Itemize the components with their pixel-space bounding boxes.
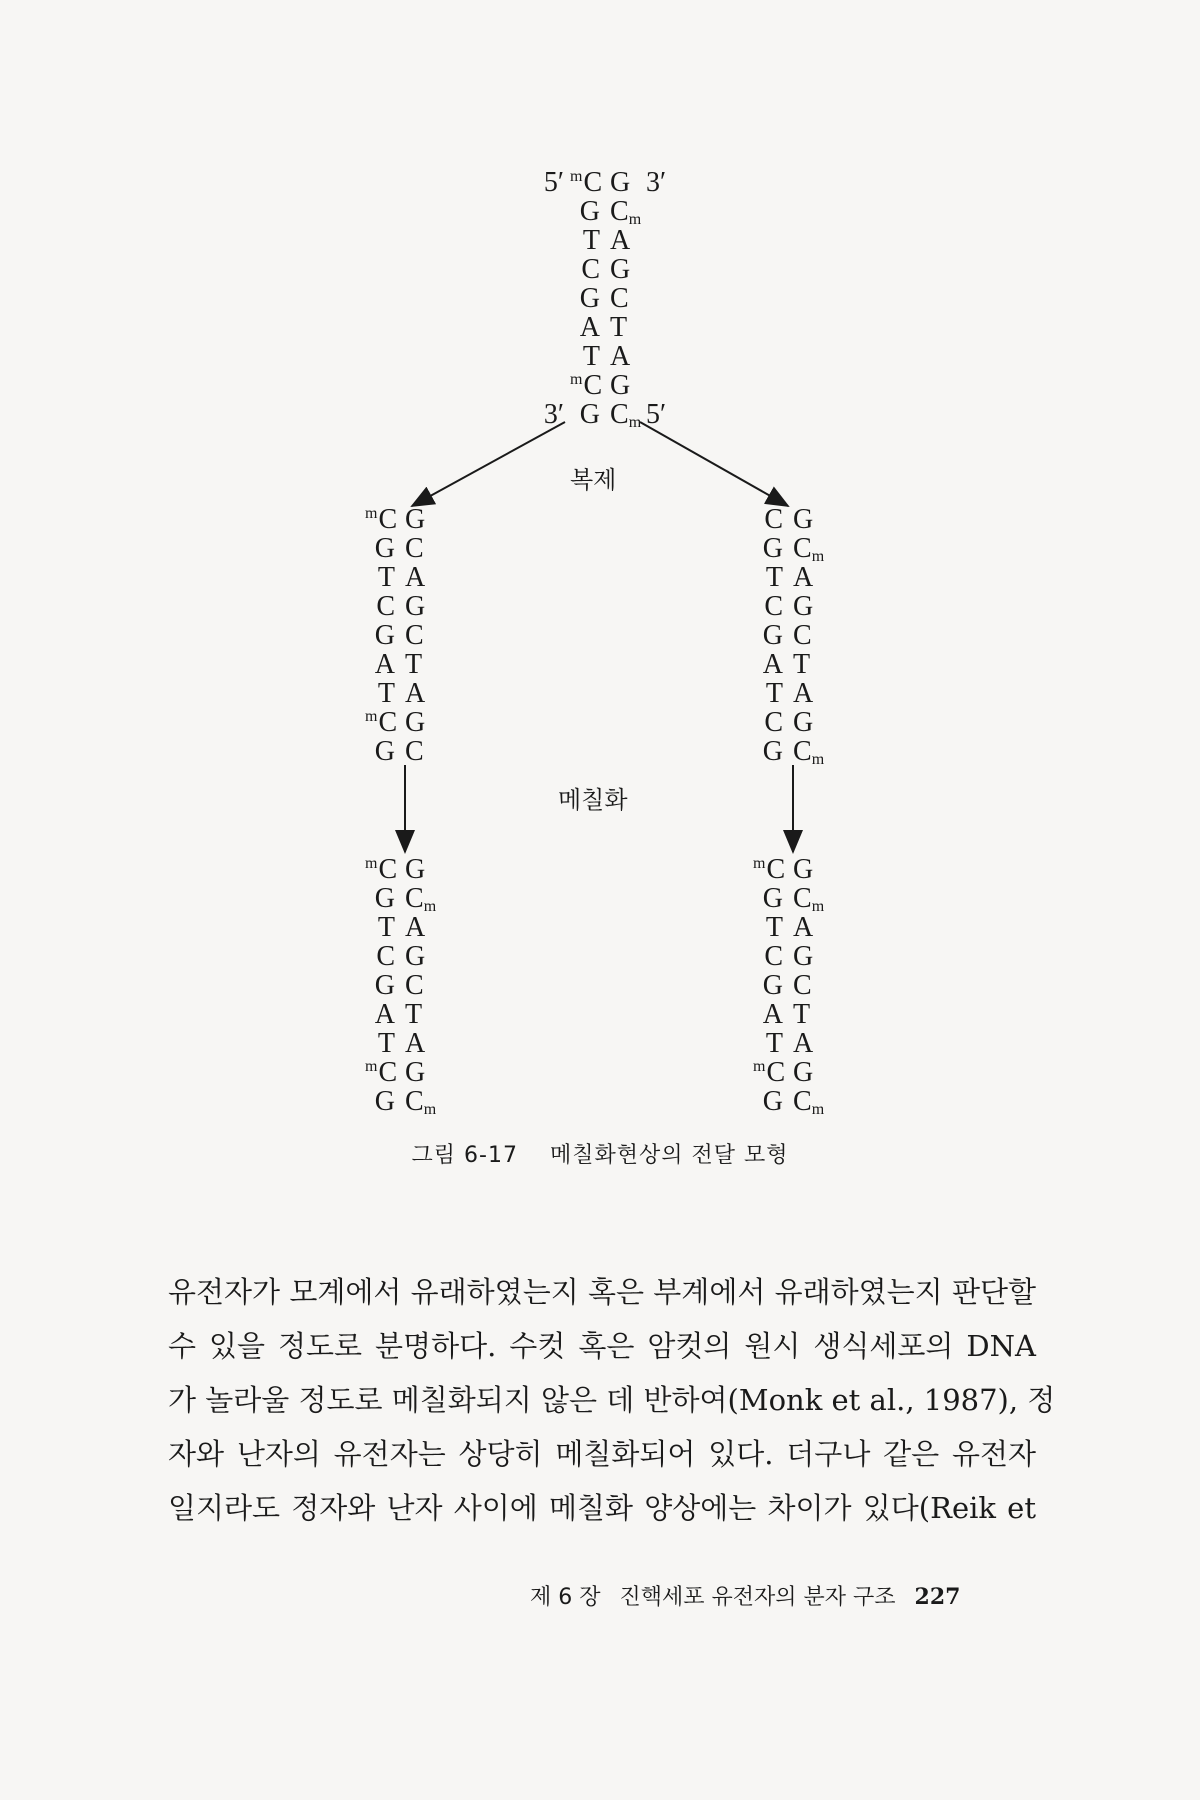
base-left: C [376, 591, 395, 622]
base-pair [570, 284, 640, 313]
base-pair [570, 371, 640, 400]
base-pair [570, 255, 640, 284]
base-left: $^m$C [365, 854, 398, 885]
base-left: C [764, 941, 783, 972]
figure-caption [0, 1138, 1200, 1169]
base-pair [365, 650, 435, 679]
base-left: $^m$C [365, 707, 398, 738]
base-right: Cm [610, 196, 642, 228]
figure-title: 메칠화현상의 전달 모형 [549, 1143, 789, 1168]
chapter-label: 제 6 장 [530, 1585, 601, 1610]
base-right: G [405, 854, 426, 885]
methyl-mark: m [811, 898, 825, 915]
base-right: Cm [405, 883, 437, 915]
base-right: T [793, 649, 811, 680]
base-left: T [582, 341, 600, 372]
base-left: G [579, 399, 600, 430]
base-pair [365, 1000, 435, 1029]
base-left: T [582, 225, 600, 256]
base-pair [753, 650, 823, 679]
base-right: Cm [793, 1086, 825, 1118]
base-right: C [610, 283, 629, 314]
base-right: A [793, 562, 814, 593]
base-left: G [374, 883, 395, 914]
base-left: A [762, 649, 783, 680]
base-left: T [377, 1028, 395, 1059]
base-right: G [405, 941, 426, 972]
base-right: Cm [793, 736, 825, 768]
base-left: T [377, 912, 395, 943]
base-right: G [405, 591, 426, 622]
page-footer [530, 1580, 972, 1611]
daughter-duplex-left [365, 505, 435, 766]
base-left: G [374, 1086, 395, 1117]
base-right: A [610, 341, 631, 372]
base-pair [365, 679, 435, 708]
base-left: A [374, 999, 395, 1030]
base-left: T [377, 562, 395, 593]
chapter-title: 진핵세포 유전자의 분자 구조 [619, 1585, 896, 1610]
base-pair [753, 884, 823, 913]
strand-end-label: 3′ [646, 167, 667, 198]
strand-end-label: 5′ [543, 167, 564, 198]
base-pair [365, 737, 435, 766]
daughter-duplex-right [753, 505, 823, 766]
base-left: G [374, 970, 395, 1001]
base-pair [570, 197, 640, 226]
base-left: T [377, 678, 395, 709]
base-right: G [405, 707, 426, 738]
base-right: G [793, 591, 814, 622]
base-right: G [793, 707, 814, 738]
methyl-mark: m [365, 504, 378, 522]
replication-label: 복제 [570, 466, 617, 494]
methyl-mark: m [365, 707, 378, 725]
base-right: G [793, 1057, 814, 1088]
base-left: $^m$C [753, 854, 786, 885]
base-pair [365, 592, 435, 621]
base-left: C [581, 254, 600, 285]
methyl-mark: m [423, 1101, 437, 1118]
base-right: A [405, 912, 426, 943]
paragraph-line: 자와 난자의 유전자는 상당히 메칠화되어 있다. 더구나 같은 유전자 [168, 1437, 1036, 1471]
parent-duplex [543, 167, 667, 431]
methylated-duplex-right [753, 855, 823, 1116]
base-right: C [405, 620, 424, 651]
body-paragraph [168, 1265, 1056, 1535]
base-right: A [405, 1028, 426, 1059]
base-pair [365, 884, 435, 913]
base-left: T [765, 562, 783, 593]
base-pair [365, 534, 435, 563]
strand-end-label: 5′ [646, 399, 667, 430]
base-right: C [793, 970, 812, 1001]
methyl-mark: m [753, 854, 766, 872]
base-pair [365, 942, 435, 971]
methyl-mark: m [365, 1057, 378, 1075]
base-left: $^m$C [365, 504, 398, 535]
methyl-mark: m [570, 370, 583, 388]
base-pair [365, 505, 435, 534]
base-left: G [762, 1086, 783, 1117]
base-right: A [793, 912, 814, 943]
base-pair [365, 1029, 435, 1058]
base-left: C [764, 591, 783, 622]
base-pair [543, 399, 667, 431]
methylation-label: 메칠화 [558, 786, 628, 814]
base-left: A [579, 312, 600, 343]
base-left: G [762, 883, 783, 914]
base-right: T [793, 999, 811, 1030]
base-pair [570, 342, 640, 371]
figure-number: 그림 6-17 [411, 1143, 518, 1168]
base-pair [753, 971, 823, 1000]
base-right: Cm [405, 1086, 437, 1118]
base-pair [365, 913, 435, 942]
base-pair [753, 563, 823, 592]
base-left: C [376, 941, 395, 972]
methyl-mark: m [811, 1101, 825, 1118]
base-pair [753, 592, 823, 621]
methylated-duplex-left [365, 855, 435, 1116]
base-left: G [762, 970, 783, 1001]
base-right: A [405, 562, 426, 593]
base-pair [753, 855, 823, 884]
page-number: 227 [914, 1584, 961, 1610]
base-pair [753, 621, 823, 650]
base-right: G [793, 941, 814, 972]
base-pair [753, 1000, 823, 1029]
base-right: A [610, 225, 631, 256]
base-right: G [405, 1057, 426, 1088]
base-pair [753, 913, 823, 942]
base-pair [365, 971, 435, 1000]
methyl-mark: m [811, 548, 825, 565]
base-left: T [765, 1028, 783, 1059]
base-pair [753, 505, 823, 534]
replication-arrow-left [412, 422, 565, 506]
base-left: C [764, 504, 783, 535]
base-right: A [793, 1028, 814, 1059]
base-pair [753, 708, 823, 737]
methyl-mark: m [423, 898, 437, 915]
base-right: G [610, 254, 631, 285]
base-pair [753, 1029, 823, 1058]
base-pair [365, 1087, 435, 1116]
paragraph-line: 가 놀라울 정도로 메칠화되지 않은 데 반하여(Monk et al., 1987), 정 [168, 1383, 1056, 1417]
base-pair [365, 708, 435, 737]
base-pair [365, 1058, 435, 1087]
base-right: G [610, 370, 631, 401]
base-left: T [765, 912, 783, 943]
base-right: T [610, 312, 628, 343]
base-right: T [405, 649, 423, 680]
methyl-mark: m [811, 751, 825, 768]
base-pair [543, 167, 667, 198]
base-pair [753, 534, 823, 563]
methyl-mark: m [365, 854, 378, 872]
base-left: $^m$C [570, 167, 603, 198]
base-left: G [374, 736, 395, 767]
base-pair [753, 1087, 823, 1116]
base-right: C [793, 620, 812, 651]
base-left: G [374, 533, 395, 564]
base-right: Cm [610, 399, 642, 431]
base-right: C [405, 736, 424, 767]
paragraph-line: 수 있을 정도로 분명하다. 수컷 혹은 암컷의 원시 생식세포의 DNA [168, 1329, 1036, 1363]
base-left: $^m$C [570, 370, 603, 401]
base-pair [365, 563, 435, 592]
base-pair [365, 855, 435, 884]
base-pair [753, 942, 823, 971]
base-pair [753, 1058, 823, 1087]
base-left: A [762, 999, 783, 1030]
base-pair [570, 313, 640, 342]
base-right: G [610, 167, 631, 198]
base-left: G [762, 736, 783, 767]
base-pair [753, 737, 823, 766]
methyl-mark: m [628, 211, 642, 228]
base-right: G [405, 504, 426, 535]
base-right: Cm [793, 883, 825, 915]
paragraph-line: 유전자가 모계에서 유래하였는지 혹은 부계에서 유래하였는지 판단할 [168, 1275, 1036, 1309]
base-right: A [793, 678, 814, 709]
base-left: G [579, 283, 600, 314]
base-right: Cm [793, 533, 825, 565]
base-left: A [374, 649, 395, 680]
base-right: C [405, 970, 424, 1001]
base-left: G [762, 533, 783, 564]
methyl-mark: m [570, 167, 583, 185]
base-pair [570, 226, 640, 255]
methyl-mark: m [753, 1057, 766, 1075]
methyl-mark: m [628, 414, 642, 431]
base-pair [753, 679, 823, 708]
base-left: G [579, 196, 600, 227]
base-left: T [765, 678, 783, 709]
base-pair [365, 621, 435, 650]
strand-end-label: 3′ [543, 399, 564, 430]
base-left: $^m$C [365, 1057, 398, 1088]
replication-arrow-right [640, 422, 788, 506]
base-right: A [405, 678, 426, 709]
base-left: G [374, 620, 395, 651]
base-right: C [405, 533, 424, 564]
base-right: G [793, 504, 814, 535]
base-left: C [764, 707, 783, 738]
base-right: G [793, 854, 814, 885]
paragraph-line: 일지라도 정자와 난자 사이에 메칠화 양상에는 차이가 있다(Reik et [168, 1491, 1036, 1525]
base-left: $^m$C [753, 1057, 786, 1088]
base-left: G [762, 620, 783, 651]
base-right: T [405, 999, 423, 1030]
